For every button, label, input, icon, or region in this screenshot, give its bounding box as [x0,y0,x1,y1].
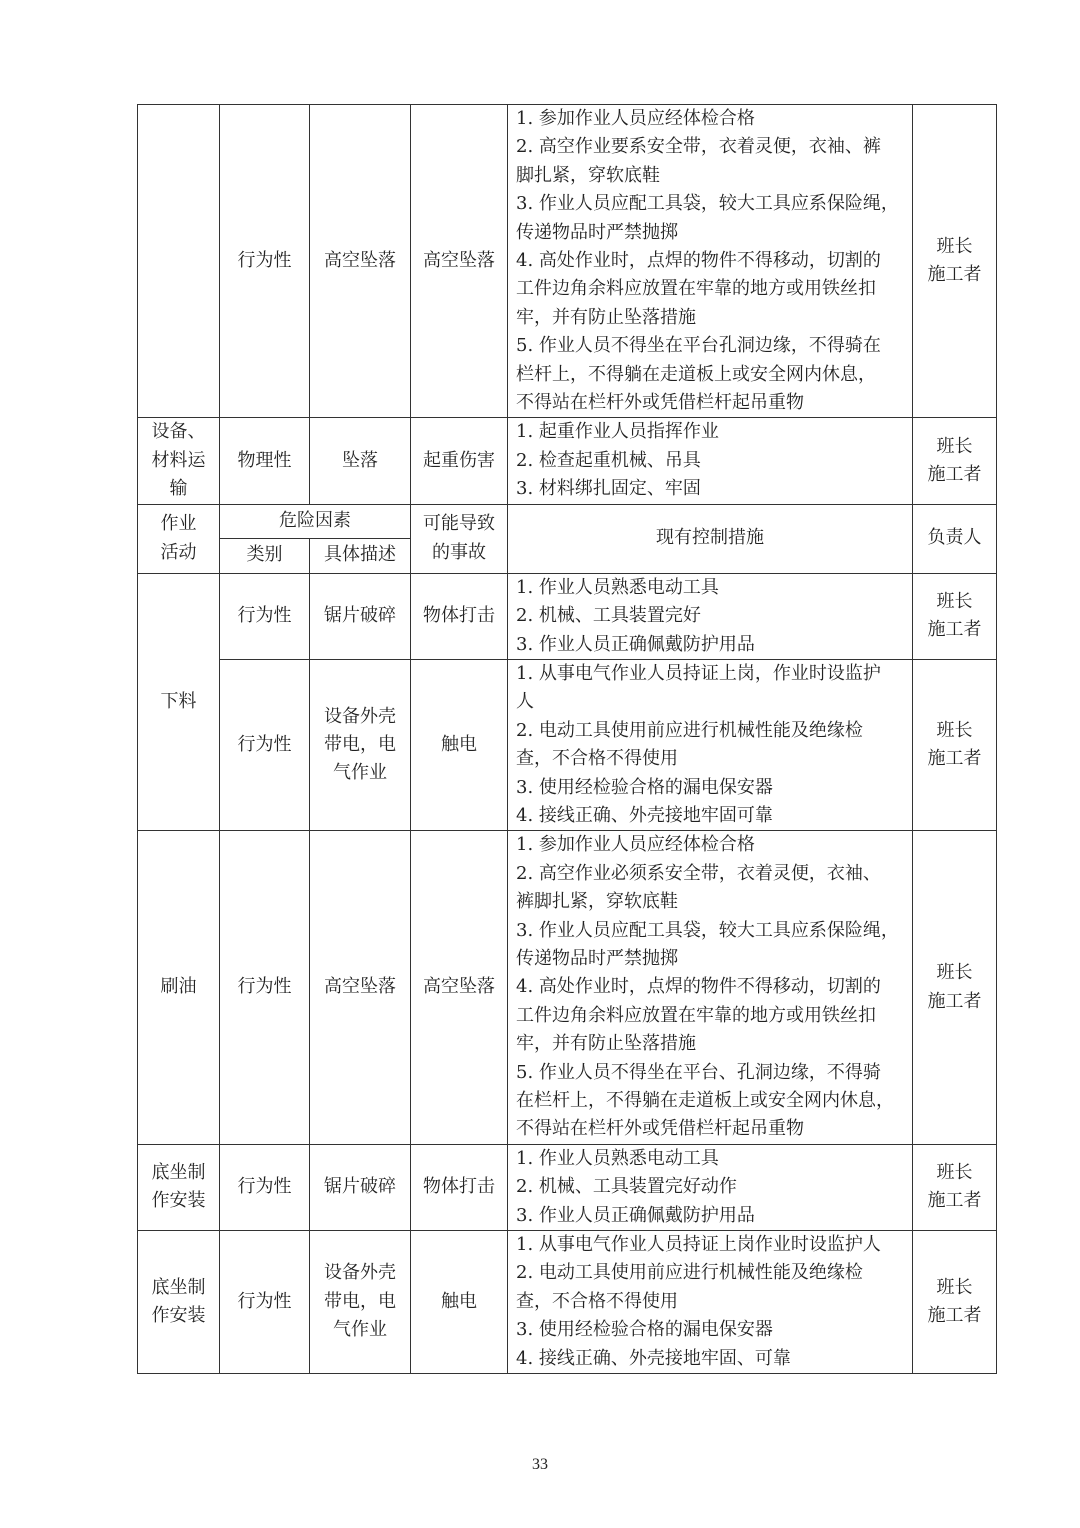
owner-cell: 班长 施工者 [913,1231,997,1374]
activity-cell: 下料 [138,573,220,831]
activity-cell: 底坐制 作安装 [138,1231,220,1374]
header-description: 具体描述 [310,538,411,573]
measures-cell: 1. 参加作业人员应经体检合格 2. 高空作业必须系安全带，衣着灵便，衣袖、 裤脚扎紧，穿软底鞋 3. 作业人员应配工具袋，较大工具应系保险绳， 传递物品时严禁抛掷 4. 高处作业时，点焊的物件不得移动，切割的 工件边角余料应放置在牢靠的地方或用铁丝扣 牢，并有防止坠落措施 5. 作业人员不得坐在平台、孔洞边缘，不得骑 在栏杆上，不得躺在走道板上或安全网内休息， 不得站在栏杆外或凭借栏杆起吊重物 [508,831,913,1144]
description-cell: 高空坠落 [310,831,411,1144]
accident-cell: 起重伤害 [411,418,508,504]
category-cell: 行为性 [220,659,310,830]
table-row [138,831,997,1144]
header-measures: 现有控制措施 [508,504,913,573]
header-activity: 作业 活动 [138,504,220,573]
owner-cell: 班长 施工者 [913,418,997,504]
category-cell: 物理性 [220,418,310,504]
category-cell: 行为性 [220,831,310,1144]
table-row [138,1144,997,1230]
category-cell: 行为性 [220,105,310,418]
measures-cell: 1. 从事电气作业人员持证上岗作业时设监护人 2. 电动工具使用前应进行机械性能及绝缘检 查，不合格不得使用 3. 使用经检验合格的漏电保安器 4. 接线正确、外壳接地牢固、可靠 [508,1231,913,1374]
owner-cell: 班长 施工者 [913,573,997,659]
measures-cell: 1. 从事电气作业人员持证上岗，作业时设监护 人 2. 电动工具使用前应进行机械性能及绝缘检 查，不合格不得使用 3. 使用经检验合格的漏电保安器 4. 接线正确、外壳接地牢固可靠 [508,659,913,830]
activity-cell: 设备、 材料运 输 [138,418,220,504]
table-row [138,418,997,504]
table-row [138,659,997,830]
accident-cell: 触电 [411,1231,508,1374]
description-cell: 锯片破碎 [310,1144,411,1230]
owner-cell: 班长 施工者 [913,659,997,830]
header-owner: 负责人 [913,504,997,573]
measures-cell: 1. 作业人员熟悉电动工具 2. 机械、工具装置完好动作 3. 作业人员正确佩戴防护用品 [508,1144,913,1230]
category-cell: 行为性 [220,1231,310,1374]
measures-cell: 1. 作业人员熟悉电动工具 2. 机械、工具装置完好 3. 作业人员正确佩戴防护用品 [508,573,913,659]
table-row [138,573,997,659]
risk-control-table [137,104,997,1374]
activity-cell: 底坐制 作安装 [138,1144,220,1230]
measures-cell: 1. 起重作业人员指挥作业 2. 检查起重机械、吊具 3. 材料绑扎固定、牢固 [508,418,913,504]
accident-cell: 物体打击 [411,573,508,659]
activity-cell [138,105,220,418]
description-cell: 锯片破碎 [310,573,411,659]
accident-cell: 物体打击 [411,1144,508,1230]
owner-cell: 班长 施工者 [913,105,997,418]
owner-cell: 班长 施工者 [913,831,997,1144]
description-cell: 设备外壳 带电，电 气作业 [310,659,411,830]
table-row [138,105,997,418]
table-row [138,1231,997,1374]
header-accident: 可能导致 的事故 [411,504,508,573]
description-cell: 坠落 [310,418,411,504]
description-cell: 设备外壳 带电，电 气作业 [310,1231,411,1374]
accident-cell: 高空坠落 [411,831,508,1144]
header-hazard: 危险因素 [220,504,411,538]
accident-cell: 触电 [411,659,508,830]
category-cell: 行为性 [220,1144,310,1230]
activity-cell: 刷油 [138,831,220,1144]
description-cell: 高空坠落 [310,105,411,418]
measures-cell: 1. 参加作业人员应经体检合格 2. 高空作业要系安全带，衣着灵便，衣袖、裤 脚扎紧，穿软底鞋 3. 作业人员应配工具袋，较大工具应系保险绳， 传递物品时严禁抛掷 4. 高处作业时，点焊的物件不得移动，切割的 工件边角余料应放置在牢靠的地方或用铁丝扣 牢，并有防止坠落措施 5. 作业人员不得坐在平台孔洞边缘，不得骑在 栏杆上，不得躺在走道板上或安全网内休息， 不得站在栏杆外或凭借栏杆起吊重物 [508,105,913,418]
accident-cell: 高空坠落 [411,105,508,418]
owner-cell: 班长 施工者 [913,1144,997,1230]
header-category: 类别 [220,538,310,573]
table-header-row [138,504,997,538]
category-cell: 行为性 [220,573,310,659]
page-number: 33 [532,1456,548,1473]
